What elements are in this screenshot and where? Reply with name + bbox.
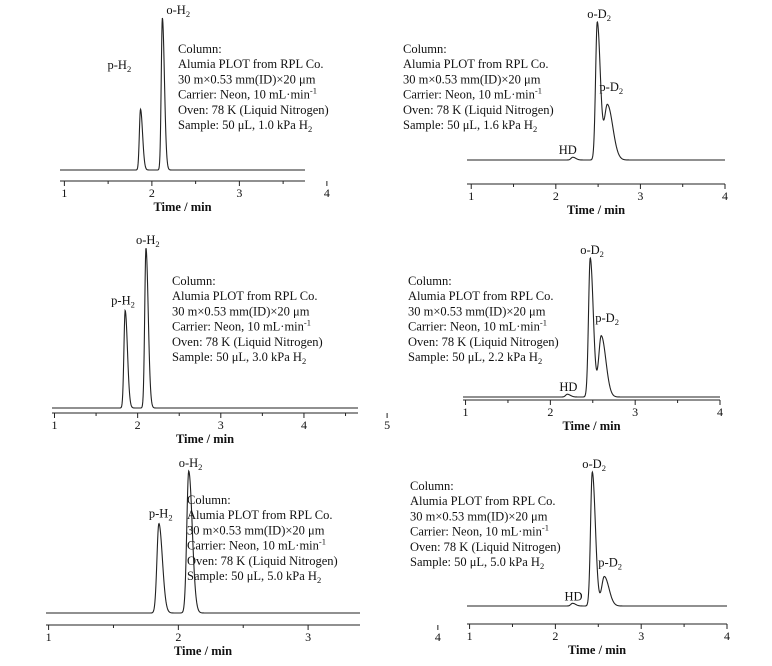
- x-axis-label: Time / min: [566, 203, 626, 217]
- info-column: Alumia PLOT from RPL Co.: [172, 289, 318, 304]
- x-tick-label: 4: [722, 189, 728, 203]
- peak-label: $p-H_2$: [107, 58, 132, 75]
- peak-label: $p-D_2$: [599, 79, 624, 96]
- x-tick-label: 4: [434, 630, 441, 644]
- info-column-label: Column:: [172, 274, 216, 288]
- info-column: Alumia PLOT from RPL Co.: [410, 494, 556, 509]
- x-tick-label: 4: [724, 629, 730, 643]
- x-tick-label: 1: [61, 186, 68, 200]
- peak-label: $o-H_2$: [178, 456, 203, 472]
- info-column-label: Column:: [403, 42, 447, 56]
- info-carrier: Carrier: Neon, 10 $mL\cdot\min^{-1}$: [410, 522, 550, 539]
- chromatogram-panel-2: [403, 7, 728, 217]
- x-tick-label: 3: [638, 629, 645, 643]
- peak-label: $o-H_2$: [135, 233, 160, 249]
- info-column: Alumia PLOT from RPL Co.: [403, 57, 549, 72]
- chromatogram-panel-1: [60, 3, 330, 214]
- info-column-label: Column:: [187, 493, 231, 507]
- info-dimensions: 30 m×0.53 mm(ID)×20 μm: [178, 72, 316, 87]
- x-tick-label: 5: [384, 418, 391, 432]
- x-tick-label: 1: [45, 630, 52, 644]
- peak-label: HD: [558, 143, 577, 158]
- info-dimensions: 30 m×0.53 mm(ID)×20 μm: [187, 523, 325, 538]
- x-axis-label: Time / min: [153, 200, 212, 214]
- x-tick-label: 4: [323, 186, 330, 200]
- x-tick-label: 2: [134, 418, 141, 432]
- info-sample: Sample: 50 μL, 5.0 kPa $H_2$: [410, 555, 545, 571]
- peak-label: $p-D_2$: [598, 555, 622, 572]
- info-column-label: Column:: [408, 274, 452, 288]
- info-oven: Oven: 78 K (Liquid Nitrogen): [403, 102, 554, 117]
- x-axis-label: Time / min: [173, 644, 233, 658]
- x-tick-label: 1: [466, 629, 473, 643]
- info-sample: Sample: 50 μL, 2.2 kPa $H_2$: [408, 350, 543, 366]
- x-tick-label: 4: [300, 418, 307, 432]
- x-tick-label: 2: [148, 186, 155, 200]
- info-sample: Sample: 50 μL, 1.0 kPa $H_2$: [178, 118, 313, 134]
- chromatogram-panel-5: [46, 456, 441, 658]
- x-tick-label: 3: [637, 189, 644, 203]
- info-dimensions: 30 m×0.53 mm(ID)×20 μm: [408, 304, 546, 319]
- info-dimensions: 30 m×0.53 mm(ID)×20 μm: [403, 72, 541, 87]
- info-oven: Oven: 78 K (Liquid Nitrogen): [187, 553, 338, 568]
- info-oven: Oven: 78 K (Liquid Nitrogen): [410, 539, 561, 554]
- x-tick-label: 1: [51, 418, 58, 432]
- peak-label: $p-H_2$: [148, 506, 173, 523]
- info-dimensions: 30 m×0.53 mm(ID)×20 μm: [172, 304, 310, 319]
- info-column: Alumia PLOT from RPL Co.: [187, 508, 333, 523]
- peak-label: $p-H_2$: [111, 293, 135, 310]
- info-carrier: Carrier: Neon, 10 $mL\cdot\min^{-1}$: [408, 317, 548, 334]
- info-column-label: Column:: [410, 479, 454, 493]
- info-dimensions: 30 m×0.53 mm(ID)×20 μm: [410, 509, 548, 524]
- peak-label: $o-D_2$: [580, 243, 604, 259]
- peak-label: $p-D_2$: [595, 310, 619, 327]
- info-carrier: Carrier: Neon, 10 $mL\cdot\min^{-1}$: [403, 85, 543, 102]
- chromatogram-panel-4: [408, 243, 723, 433]
- info-carrier: Carrier: Neon, 10 $mL\cdot\min^{-1}$: [172, 317, 312, 334]
- x-tick-label: 1: [462, 405, 469, 419]
- x-axis-label: Time / min: [175, 432, 235, 446]
- info-oven: Oven: 78 K (Liquid Nitrogen): [172, 334, 323, 349]
- peak-label: $o-D_2$: [582, 457, 606, 473]
- info-carrier: Carrier: Neon, 10 $mL\cdot\min^{-1}$: [187, 536, 327, 553]
- info-sample: Sample: 50 μL, 1.6 kPa $H_2$: [403, 118, 538, 134]
- info-oven: Oven: 78 K (Liquid Nitrogen): [178, 102, 329, 117]
- info-column-label: Column:: [178, 42, 222, 56]
- x-tick-label: 1: [468, 189, 475, 203]
- x-tick-label: 2: [552, 189, 559, 203]
- info-sample: Sample: 50 μL, 3.0 kPa $H_2$: [172, 350, 307, 366]
- chromatogram-panel-3: [51, 233, 390, 446]
- x-tick-label: 4: [717, 405, 723, 419]
- peak-label: $o-H_2$: [166, 3, 191, 19]
- info-column: Alumia PLOT from RPL Co.: [178, 57, 324, 72]
- peak-label: HD: [564, 589, 583, 604]
- x-tick-label: 3: [236, 186, 243, 200]
- x-tick-label: 3: [632, 405, 639, 419]
- info-oven: Oven: 78 K (Liquid Nitrogen): [408, 334, 559, 349]
- peak-label: HD: [559, 380, 578, 395]
- x-axis-label: Time / min: [567, 643, 627, 657]
- x-tick-label: 2: [547, 405, 554, 419]
- chromatogram-panel-6: [410, 457, 730, 657]
- peak-label: $o-D_2$: [587, 7, 611, 23]
- x-tick-label: 2: [552, 629, 559, 643]
- info-carrier: Carrier: Neon, 10 $mL\cdot\min^{-1}$: [178, 85, 318, 102]
- x-tick-label: 3: [305, 630, 312, 644]
- info-column: Alumia PLOT from RPL Co.: [408, 289, 554, 304]
- x-axis-label: Time / min: [562, 419, 621, 433]
- x-tick-label: 2: [175, 630, 182, 644]
- info-sample: Sample: 50 μL, 5.0 kPa $H_2$: [187, 569, 322, 585]
- x-tick-label: 3: [217, 418, 224, 432]
